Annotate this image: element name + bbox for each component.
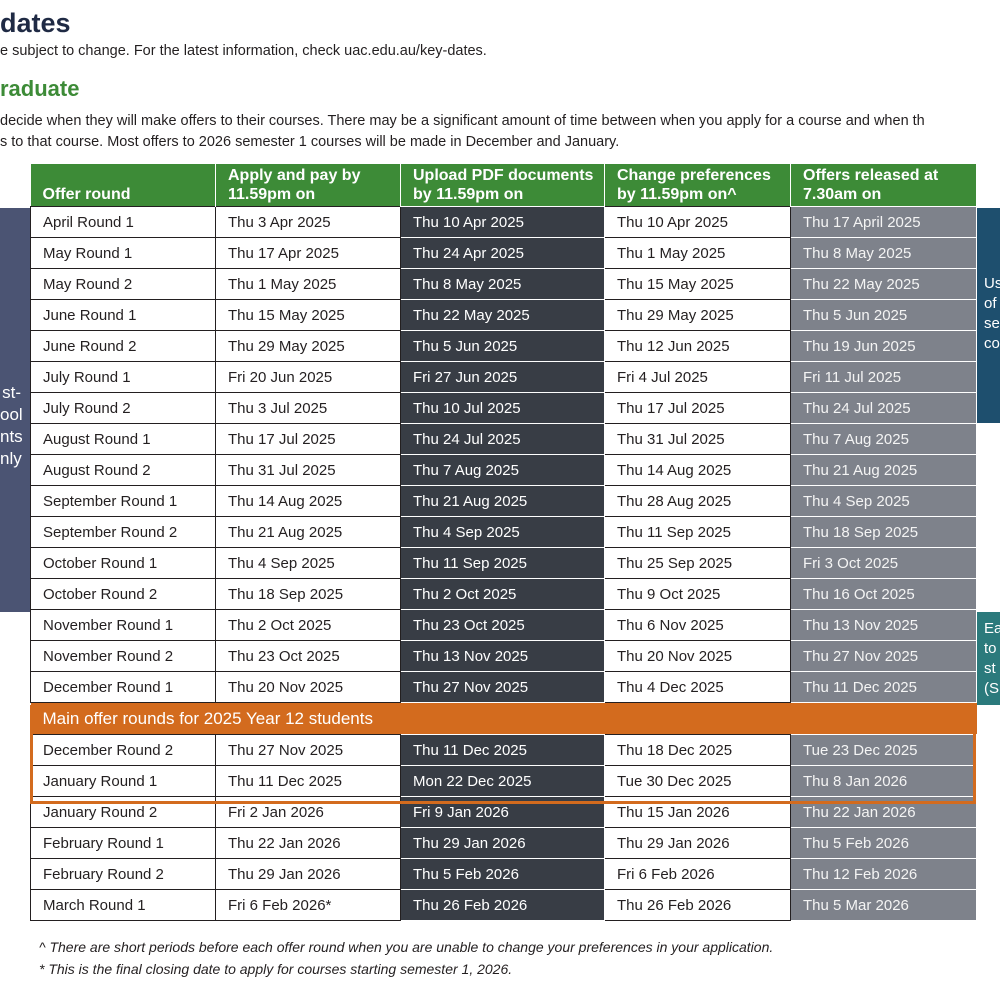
cell-offer-round: September Round 1 [31, 486, 216, 517]
table-row [31, 641, 977, 672]
sidebar-line: ool [0, 405, 23, 424]
sidebar-line: Us [984, 275, 1002, 292]
table-row [31, 362, 977, 393]
cell-offer-round: October Round 1 [31, 548, 216, 579]
band-label: Main offer rounds for 2025 Year 12 students [31, 703, 977, 735]
sidebar-line: se [984, 315, 1000, 332]
column-header-line: 11.59pm on [228, 186, 316, 203]
cell-apply-and-pay: Thu 17 Jul 2025 [216, 424, 401, 455]
cell-change-preferences: Thu 12 Jun 2025 [605, 331, 791, 362]
column-header-offers-released [791, 164, 977, 207]
cell-apply-and-pay: Thu 31 Jul 2025 [216, 455, 401, 486]
cell-apply-and-pay: Thu 4 Sep 2025 [216, 548, 401, 579]
cell-offers-released: Thu 24 Jul 2025 [791, 393, 977, 424]
cell-offers-released: Fri 11 Jul 2025 [791, 362, 977, 393]
column-header-line: Upload PDF documents [413, 167, 594, 184]
cell-upload-pdf: Fri 27 Jun 2025 [401, 362, 605, 393]
cell-upload-pdf: Thu 10 Apr 2025 [401, 207, 605, 238]
cell-apply-and-pay: Thu 15 May 2025 [216, 300, 401, 331]
cell-offers-released: Fri 3 Oct 2025 [791, 548, 977, 579]
cell-change-preferences: Thu 25 Sep 2025 [605, 548, 791, 579]
cell-apply-and-pay: Thu 11 Dec 2025 [216, 766, 401, 797]
cell-offer-round: January Round 1 [31, 766, 216, 797]
cell-upload-pdf: Thu 26 Feb 2026 [401, 890, 605, 921]
cell-offers-released: Tue 23 Dec 2025 [791, 735, 977, 766]
cell-apply-and-pay: Thu 20 Nov 2025 [216, 672, 401, 703]
cell-offers-released: Thu 8 May 2025 [791, 238, 977, 269]
footnotes [39, 936, 773, 980]
cell-offer-round: December Round 1 [31, 672, 216, 703]
cell-apply-and-pay: Thu 27 Nov 2025 [216, 735, 401, 766]
intro-line: decide when they will make offers to their courses. There may be a significant amount of time between when you apply for a course and when th [0, 113, 925, 129]
column-header-line: by 11.59pm on^ [617, 186, 737, 203]
cell-upload-pdf: Thu 8 May 2025 [401, 269, 605, 300]
cell-offers-released: Thu 22 May 2025 [791, 269, 977, 300]
cell-change-preferences: Tue 30 Dec 2025 [605, 766, 791, 797]
table-row [31, 424, 977, 455]
table-header-row [31, 164, 977, 207]
table-row [31, 207, 977, 238]
key-dates-table [30, 164, 977, 921]
cell-offer-round: June Round 2 [31, 331, 216, 362]
cell-change-preferences: Thu 1 May 2025 [605, 238, 791, 269]
cell-upload-pdf: Thu 13 Nov 2025 [401, 641, 605, 672]
right-sidebar-top-label [975, 208, 1000, 423]
cell-upload-pdf: Thu 22 May 2025 [401, 300, 605, 331]
cell-change-preferences: Thu 15 Jan 2026 [605, 797, 791, 828]
cell-offers-released: Thu 5 Feb 2026 [791, 828, 977, 859]
cell-change-preferences: Thu 10 Apr 2025 [605, 207, 791, 238]
cell-offers-released: Thu 19 Jun 2025 [791, 331, 977, 362]
cell-apply-and-pay: Thu 17 Apr 2025 [216, 238, 401, 269]
cell-apply-and-pay: Thu 3 Jul 2025 [216, 393, 401, 424]
sidebar-line: (S [984, 680, 999, 697]
page-title: dates [0, 8, 71, 38]
cell-offer-round: October Round 2 [31, 579, 216, 610]
cell-change-preferences: Thu 4 Dec 2025 [605, 672, 791, 703]
table-row [31, 797, 977, 828]
cell-apply-and-pay: Thu 1 May 2025 [216, 269, 401, 300]
cell-apply-and-pay: Fri 6 Feb 2026* [216, 890, 401, 921]
cell-offers-released: Thu 21 Aug 2025 [791, 455, 977, 486]
cell-change-preferences: Fri 6 Feb 2026 [605, 859, 791, 890]
cell-change-preferences: Thu 15 May 2025 [605, 269, 791, 300]
cell-upload-pdf: Thu 7 Aug 2025 [401, 455, 605, 486]
cell-upload-pdf: Thu 23 Oct 2025 [401, 610, 605, 641]
intro-line: s to that course. Most offers to 2026 semester 1 courses will be made in December and January. [0, 134, 620, 150]
cell-change-preferences: Fri 4 Jul 2025 [605, 362, 791, 393]
cell-apply-and-pay: Thu 23 Oct 2025 [216, 641, 401, 672]
cell-offers-released: Thu 5 Mar 2026 [791, 890, 977, 921]
cell-offer-round: February Round 2 [31, 859, 216, 890]
cell-offers-released: Thu 5 Jun 2025 [791, 300, 977, 331]
left-sidebar-label [0, 208, 30, 612]
cell-upload-pdf: Thu 2 Oct 2025 [401, 579, 605, 610]
table-row [31, 517, 977, 548]
cell-offers-released: Thu 27 Nov 2025 [791, 641, 977, 672]
cell-upload-pdf: Thu 11 Sep 2025 [401, 548, 605, 579]
column-header-upload-pdf [401, 164, 605, 207]
cell-upload-pdf: Thu 10 Jul 2025 [401, 393, 605, 424]
cell-upload-pdf: Thu 21 Aug 2025 [401, 486, 605, 517]
table-body [31, 207, 977, 921]
cell-offers-released: Thu 4 Sep 2025 [791, 486, 977, 517]
table-row [31, 455, 977, 486]
cell-upload-pdf: Thu 24 Jul 2025 [401, 424, 605, 455]
cell-apply-and-pay: Thu 29 Jan 2026 [216, 859, 401, 890]
sidebar-line: st- [2, 383, 21, 402]
cell-offers-released: Thu 11 Dec 2025 [791, 672, 977, 703]
cell-upload-pdf: Thu 5 Feb 2026 [401, 859, 605, 890]
table-row [31, 393, 977, 424]
cell-change-preferences: Thu 29 Jan 2026 [605, 828, 791, 859]
cell-upload-pdf: Thu 5 Jun 2025 [401, 331, 605, 362]
cell-apply-and-pay: Thu 14 Aug 2025 [216, 486, 401, 517]
cell-change-preferences: Thu 29 May 2025 [605, 300, 791, 331]
cell-change-preferences: Thu 17 Jul 2025 [605, 393, 791, 424]
cell-offer-round: June Round 1 [31, 300, 216, 331]
cell-offers-released: Thu 16 Oct 2025 [791, 579, 977, 610]
sidebar-line: nly [0, 449, 22, 468]
table-row [31, 486, 977, 517]
cell-change-preferences: Thu 9 Oct 2025 [605, 579, 791, 610]
sidebar-line: Ea [984, 620, 1002, 637]
cell-upload-pdf: Thu 29 Jan 2026 [401, 828, 605, 859]
table-row [31, 890, 977, 921]
cell-change-preferences: Thu 26 Feb 2026 [605, 890, 791, 921]
table-row [31, 735, 977, 766]
sidebar-line: st [984, 660, 996, 677]
cell-apply-and-pay: Fri 2 Jan 2026 [216, 797, 401, 828]
table-row [31, 579, 977, 610]
cell-offers-released: Thu 12 Feb 2026 [791, 859, 977, 890]
cell-change-preferences: Thu 18 Dec 2025 [605, 735, 791, 766]
column-header-line: Apply and pay by [228, 167, 361, 184]
cell-apply-and-pay: Fri 20 Jun 2025 [216, 362, 401, 393]
cell-offers-released: Thu 8 Jan 2026 [791, 766, 977, 797]
cell-offer-round: April Round 1 [31, 207, 216, 238]
intro-paragraph [0, 111, 925, 153]
footnote: * This is the final closing date to apply for courses starting semester 1, 2026. [39, 961, 513, 977]
cell-offer-round: December Round 2 [31, 735, 216, 766]
cell-change-preferences: Thu 20 Nov 2025 [605, 641, 791, 672]
cell-offer-round: July Round 1 [31, 362, 216, 393]
cell-upload-pdf: Thu 27 Nov 2025 [401, 672, 605, 703]
cell-change-preferences: Thu 14 Aug 2025 [605, 455, 791, 486]
column-header-line: Change preferences [617, 167, 771, 184]
table-row [31, 766, 977, 797]
cell-upload-pdf: Thu 24 Apr 2025 [401, 238, 605, 269]
table-row [31, 859, 977, 890]
cell-offer-round: January Round 2 [31, 797, 216, 828]
cell-upload-pdf: Mon 22 Dec 2025 [401, 766, 605, 797]
cell-offer-round: May Round 1 [31, 238, 216, 269]
table-row [31, 331, 977, 362]
cell-offers-released: Thu 22 Jan 2026 [791, 797, 977, 828]
cell-offers-released: Thu 13 Nov 2025 [791, 610, 977, 641]
main-offer-rounds-band [31, 703, 977, 735]
cell-change-preferences: Thu 11 Sep 2025 [605, 517, 791, 548]
cell-upload-pdf: Fri 9 Jan 2026 [401, 797, 605, 828]
cell-apply-and-pay: Thu 21 Aug 2025 [216, 517, 401, 548]
cell-offer-round: March Round 1 [31, 890, 216, 921]
sidebar-line: to [984, 640, 997, 657]
column-header-offer-round [31, 164, 216, 207]
table-row [31, 672, 977, 703]
cell-offer-round: November Round 2 [31, 641, 216, 672]
column-header-line: by 11.59pm on [413, 186, 524, 203]
column-header-line: 7.30am on [803, 186, 882, 203]
cell-offers-released: Thu 17 April 2025 [791, 207, 977, 238]
table-row [31, 269, 977, 300]
cell-offer-round: September Round 2 [31, 517, 216, 548]
table-row [31, 548, 977, 579]
section-heading: raduate [0, 76, 80, 101]
page-subtitle: e subject to change. For the latest information, check uac.edu.au/key-dates. [0, 43, 487, 59]
table-row [31, 238, 977, 269]
sidebar-line: of [984, 295, 997, 312]
table-row [31, 828, 977, 859]
cell-offer-round: February Round 1 [31, 828, 216, 859]
cell-offers-released: Thu 7 Aug 2025 [791, 424, 977, 455]
cell-change-preferences: Thu 28 Aug 2025 [605, 486, 791, 517]
cell-change-preferences: Thu 6 Nov 2025 [605, 610, 791, 641]
column-header-line: Offers released at [803, 167, 939, 184]
cell-offers-released: Thu 18 Sep 2025 [791, 517, 977, 548]
column-header-change-preferences [605, 164, 791, 207]
cell-upload-pdf: Thu 11 Dec 2025 [401, 735, 605, 766]
sidebar-line: co [984, 335, 1000, 352]
column-header-apply-and-pay [216, 164, 401, 207]
cell-offer-round: August Round 1 [31, 424, 216, 455]
cell-offer-round: July Round 2 [31, 393, 216, 424]
cell-offer-round: November Round 1 [31, 610, 216, 641]
cell-offer-round: May Round 2 [31, 269, 216, 300]
cell-change-preferences: Thu 31 Jul 2025 [605, 424, 791, 455]
cell-apply-and-pay: Thu 29 May 2025 [216, 331, 401, 362]
footnote: ^ There are short periods before each offer round when you are unable to change your preferences in your application. [39, 939, 774, 955]
cell-apply-and-pay: Thu 2 Oct 2025 [216, 610, 401, 641]
table-row [31, 610, 977, 641]
cell-apply-and-pay: Thu 22 Jan 2026 [216, 828, 401, 859]
cell-apply-and-pay: Thu 3 Apr 2025 [216, 207, 401, 238]
cell-upload-pdf: Thu 4 Sep 2025 [401, 517, 605, 548]
cell-offer-round: August Round 2 [31, 455, 216, 486]
column-header-line: Offer round [42, 186, 131, 203]
table-row [31, 300, 977, 331]
cell-apply-and-pay: Thu 18 Sep 2025 [216, 579, 401, 610]
sidebar-line: nts [0, 427, 23, 446]
right-sidebar-bottom-label [975, 612, 1000, 705]
